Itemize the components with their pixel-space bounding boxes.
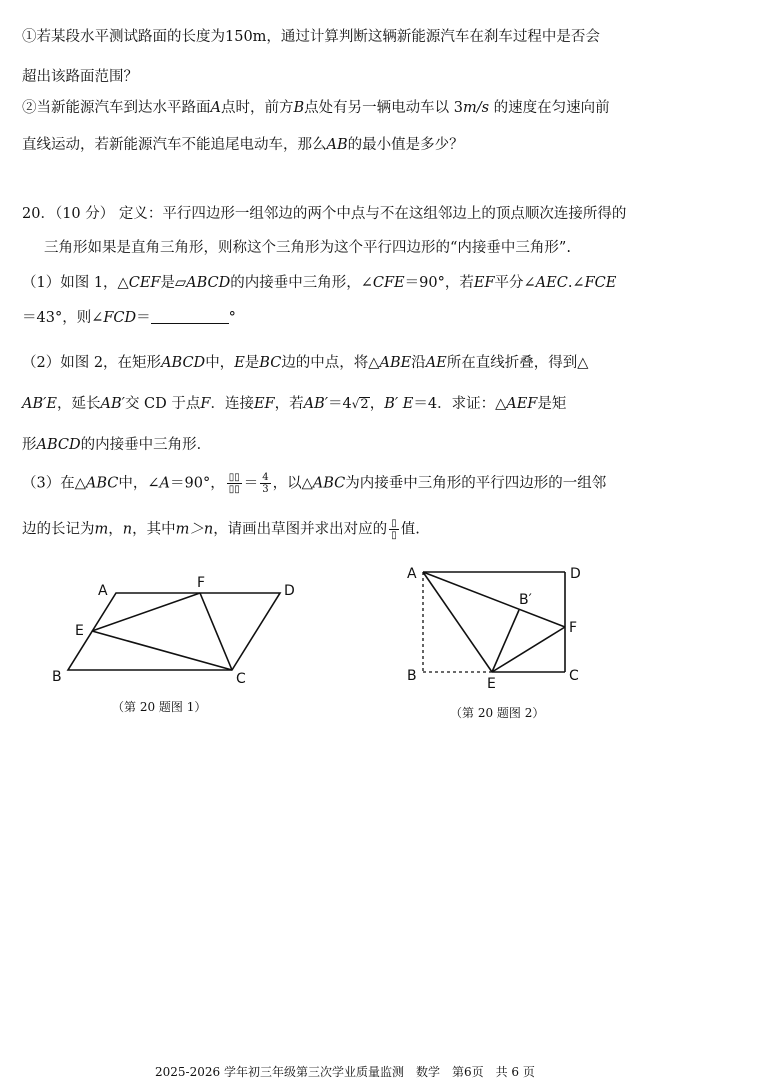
fig1-label-a: A	[98, 583, 108, 599]
fig2-caption: （第 20 题图 2）	[450, 706, 545, 720]
q19-part2-line2: 直线运动，若新能源汽车不能追尾电动车，那么AB的最小值是多少？	[22, 137, 464, 153]
q20-part2-line3: 形ABCD的内接垂中三角形．	[22, 437, 212, 453]
q19-part1-line1: ①若某段水平测试路面的长度为150m，通过计算判断这辆新能源汽车在刹车过程中是否会	[22, 29, 600, 45]
q20-definition-line1: 20．（10 分） 定义：平行四边形一组邻边的两个中点与不在这组邻边上的顶点顺次连接所得的	[22, 206, 627, 222]
fraction-ratio: $\frac{▯▯}{▯▯}$	[228, 472, 240, 495]
q20-part1-line2: ＝43°，则∠FCD＝ °	[22, 310, 236, 326]
fig2-label-d: D	[570, 566, 581, 582]
q20-definition-line2: 三角形如果是直角三角形，则称这个三角形为这个平行四边形的“内接垂中三角形”.	[44, 240, 571, 256]
fig2-label-b-prime: B′	[519, 592, 532, 608]
figure-2-rectangle	[395, 558, 595, 688]
fig2-label-b: B	[407, 668, 417, 684]
fig1-label-b: B	[52, 669, 62, 685]
fraction-m-over-n: $\frac{▯}{▯}$	[391, 518, 397, 541]
q19-part2-line1: ②当新能源汽车到达水平路面A点时，前方B点处有另一辆电动车以 3m/s 的速度在匀速向前	[22, 100, 610, 116]
fig1-label-d: D	[284, 583, 295, 599]
answer-blank	[151, 309, 229, 324]
fig2-label-c: C	[569, 668, 579, 684]
fig2-label-e: E	[487, 676, 496, 688]
fig2-label-a: A	[407, 566, 417, 582]
fig2-label-f: F	[569, 620, 578, 636]
figure-1-parallelogram	[30, 565, 320, 695]
fig1-label-e: E	[75, 623, 84, 639]
q20-part3-line1: （3）在△ABC中，∠A＝90°， $\frac{▯▯}{▯▯}$ ＝ $\frac{4}{3}$ ，以△ABC为内接垂中三角形的平行四边形的一组邻	[22, 472, 607, 495]
fig1-label-c: C	[236, 671, 246, 687]
fig1-caption: （第 20 题图 1）	[112, 700, 207, 714]
q20-part3-line2: 边的长记为m，n，其中m＞n，请画出草图并求出对应的 $\frac{▯}{▯}$ 值.	[22, 518, 420, 541]
q20-part2-line1: （2）如图 2，在矩形ABCD中，E是BC边的中点，将△ABE沿AE所在直线折叠，得到△	[22, 355, 589, 371]
fig1-label-f: F	[197, 575, 206, 591]
q20-part1-line1: （1）如图 1，△CEF是▱ABCD的内接垂中三角形，∠CFE＝90°，若EF平分∠AEC.∠FCE	[22, 275, 617, 291]
q19-part1-line2: 超出该路面范围？	[22, 69, 138, 85]
page-footer: 2025-2026 学年初三年级第三次学业质量监测 数学 第6页 共 6 页	[155, 1065, 535, 1079]
q20-part2-line2: AB′E，延长AB′交 CD 于点F．连接EF，若AB′＝4√2，B′ E＝4．求证：△AEF是矩	[22, 396, 567, 412]
fraction-four-thirds: $\frac{4}{3}$	[262, 472, 269, 495]
